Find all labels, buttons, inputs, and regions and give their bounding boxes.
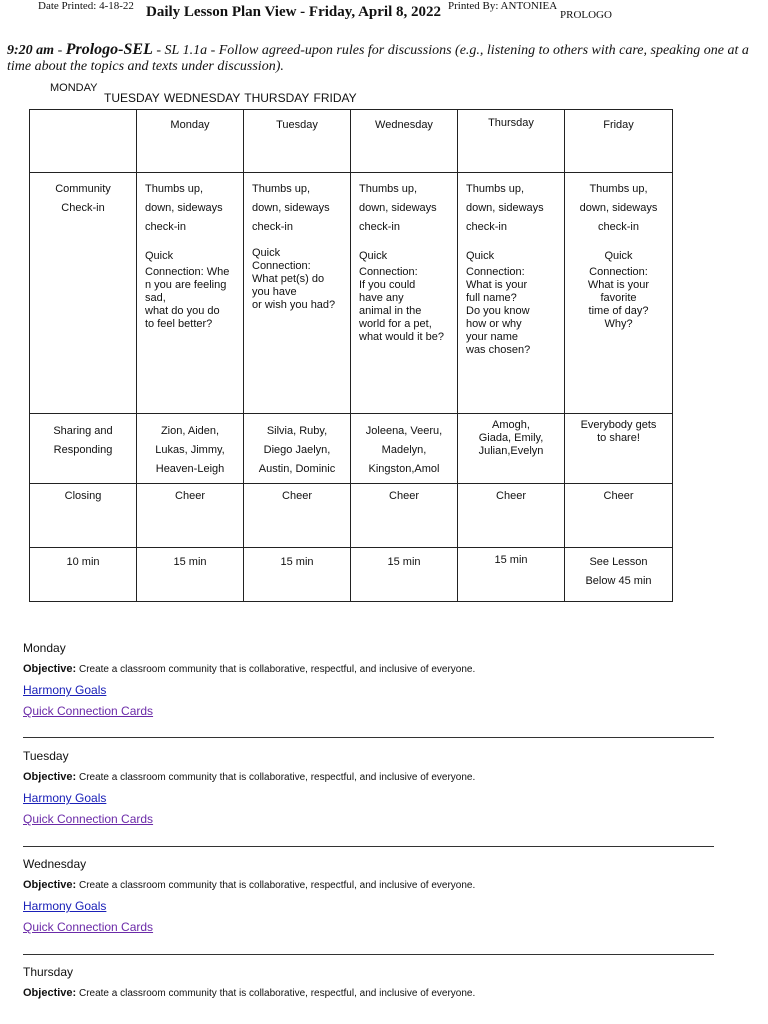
objective-text: Create a classroom community that is collaborative, respectful, and inclusive of everyone.	[78, 664, 476, 675]
cell-closing-monday: Cheer	[137, 484, 244, 548]
header-cell-tuesday: Tuesday	[244, 110, 351, 173]
section-day-title: Monday	[23, 641, 66, 655]
cell-sharing-wednesday	[351, 414, 458, 484]
cell-time-friday	[565, 548, 673, 602]
objective-section-thursday	[23, 961, 475, 1004]
cell-community-wednesday	[351, 173, 458, 414]
objective-text: Create a classroom community that is collaborative, respectful, and inclusive of everyone.	[78, 988, 476, 999]
table-header-row	[30, 110, 673, 173]
sharing-label: Sharing and Responding	[53, 425, 113, 456]
cell-time-monday: 15 min	[137, 548, 244, 602]
header-cell-monday: Monday	[137, 110, 244, 173]
objective-label: Objective:	[23, 771, 77, 783]
sharing-names: Everybody gets to share!	[580, 419, 657, 444]
harmony-goals-link[interactable]: Harmony Goals	[23, 899, 107, 913]
objective-line	[23, 983, 475, 1004]
connection-text: Connection: What is your full name? Do you know how or why your name was chosen?	[466, 266, 531, 356]
quick-label: Quick	[604, 250, 633, 262]
sharing-names: Amogh, Giada, Emily, Julian,Evelyn	[478, 419, 544, 457]
subject-line: 9:20 am - Prologo-SEL - SL 1.1a - Follow agreed-upon rules for discussions (e.g., listening to others with care, speaking one at a time about the topics and texts under discussion).	[7, 41, 749, 74]
harmony-goals-link[interactable]: Harmony Goals	[23, 791, 107, 805]
subject-tag: PROLOGO	[560, 9, 612, 21]
objective-label: Objective:	[23, 663, 77, 675]
lesson-time: 9:20 am	[7, 43, 55, 58]
quick-label: Quick	[359, 250, 388, 262]
date-printed: Date Printed: 4-18-22	[38, 0, 134, 12]
cell-community-thursday	[458, 173, 565, 414]
cell-closing-wednesday: Cheer	[351, 484, 458, 548]
cell-closing-friday: Cheer	[565, 484, 673, 548]
table-row-closing	[30, 484, 673, 548]
cell-time-wednesday: 15 min	[351, 548, 458, 602]
cell-sharing-monday	[137, 414, 244, 484]
checkin-text: Thumbs up, down, sideways check-in	[359, 183, 437, 233]
objective-label: Objective:	[23, 879, 77, 891]
objective-line	[23, 875, 475, 896]
section-divider	[23, 846, 714, 847]
day-list-rest: TUESDAY WEDNESDAY THURSDAY FRIDAY	[104, 91, 357, 105]
friday-time-text: See Lesson Below 45 min	[585, 556, 652, 587]
lesson-plan-table	[29, 109, 673, 602]
cell-closing-tuesday: Cheer	[244, 484, 351, 548]
objective-section-tuesday	[23, 745, 475, 830]
page-title: Daily Lesson Plan View - Friday, April 8, 2022	[146, 4, 442, 20]
section-day-title: Wednesday	[23, 857, 87, 871]
table-row-community	[30, 173, 673, 414]
connection-text: Connection: If you could have any animal in the world for a pet, what would it be?	[359, 266, 444, 343]
checkin-text: Thumbs up, down, sideways check-in	[145, 183, 223, 233]
connection-text: Connection: Whe n you are feeling sad, what do you do to feel better?	[145, 266, 230, 330]
lesson-name: Prologo-SEL	[65, 41, 153, 58]
cell-community-friday	[565, 173, 673, 414]
connection-text: Connection: What pet(s) do you have or wish you had?	[252, 260, 336, 311]
cell-sharing-thursday	[458, 414, 565, 484]
checkin-text: Thumbs up, down, sideways check-in	[466, 183, 544, 233]
cell-community-tuesday	[244, 173, 351, 414]
section-day-title: Tuesday	[23, 749, 69, 763]
objective-label: Objective:	[23, 987, 77, 999]
row-label-closing: Closing	[30, 484, 137, 548]
community-label: Community Check-in	[55, 183, 111, 214]
checkin-text: Thumbs up, down, sideways check-in	[252, 183, 330, 233]
header-cell-wednesday: Wednesday	[351, 110, 458, 173]
objective-line	[23, 767, 475, 788]
quick-label: Quick	[145, 250, 174, 262]
cell-closing-thursday: Cheer	[458, 484, 565, 548]
section-divider	[23, 954, 714, 955]
cell-community-monday	[137, 173, 244, 414]
table-row-sharing	[30, 414, 673, 484]
quick-label: Quick	[252, 247, 281, 259]
table-row-time	[30, 548, 673, 602]
header-cell-empty	[30, 110, 137, 173]
header-cell-thursday: Thursday	[458, 110, 565, 173]
objective-text: Create a classroom community that is collaborative, respectful, and inclusive of everyone.	[78, 772, 476, 783]
objective-section-monday	[23, 637, 475, 722]
sharing-names: Joleena, Veeru, Madelyn, Kingston,Amol	[365, 425, 443, 475]
day-list-monday: MONDAY	[50, 82, 98, 94]
connection-text: Connection: What is your favorite time of day? Why?	[587, 266, 650, 330]
objective-section-wednesday	[23, 853, 475, 938]
lesson-standard: SL 1.1a - Follow agreed-upon rules for discussions (e.g., listening to others with care, speaking one at a time about the topics and texts under discussion).	[7, 43, 749, 74]
section-divider	[23, 737, 714, 738]
cell-time-label: 10 min	[30, 548, 137, 602]
objective-text: Create a classroom community that is collaborative, respectful, and inclusive of everyone.	[78, 880, 476, 891]
quick-connection-cards-link[interactable]: Quick Connection Cards	[23, 920, 154, 934]
quick-connection-cards-link[interactable]: Quick Connection Cards	[23, 704, 154, 718]
quick-label: Quick	[466, 250, 495, 262]
cell-time-thursday: 15 min	[458, 548, 565, 602]
harmony-goals-link[interactable]: Harmony Goals	[23, 683, 107, 697]
quick-connection-cards-link[interactable]: Quick Connection Cards	[23, 812, 154, 826]
cell-time-tuesday: 15 min	[244, 548, 351, 602]
printed-by: Printed By: ANTONIEA	[448, 0, 558, 12]
section-day-title: Thursday	[23, 965, 74, 979]
row-label-sharing	[30, 414, 137, 484]
row-label-community	[30, 173, 137, 414]
objective-line	[23, 659, 475, 680]
cell-sharing-tuesday	[244, 414, 351, 484]
checkin-text: Thumbs up, down, sideways check-in	[579, 183, 658, 233]
sharing-names: Silvia, Ruby, Diego Jaelyn, Austin, Dominic	[258, 425, 336, 475]
sharing-names: Zion, Aiden, Lukas, Jimmy, Heaven-Leigh	[155, 425, 225, 475]
header-cell-friday: Friday	[565, 110, 673, 173]
cell-sharing-friday	[565, 414, 673, 484]
